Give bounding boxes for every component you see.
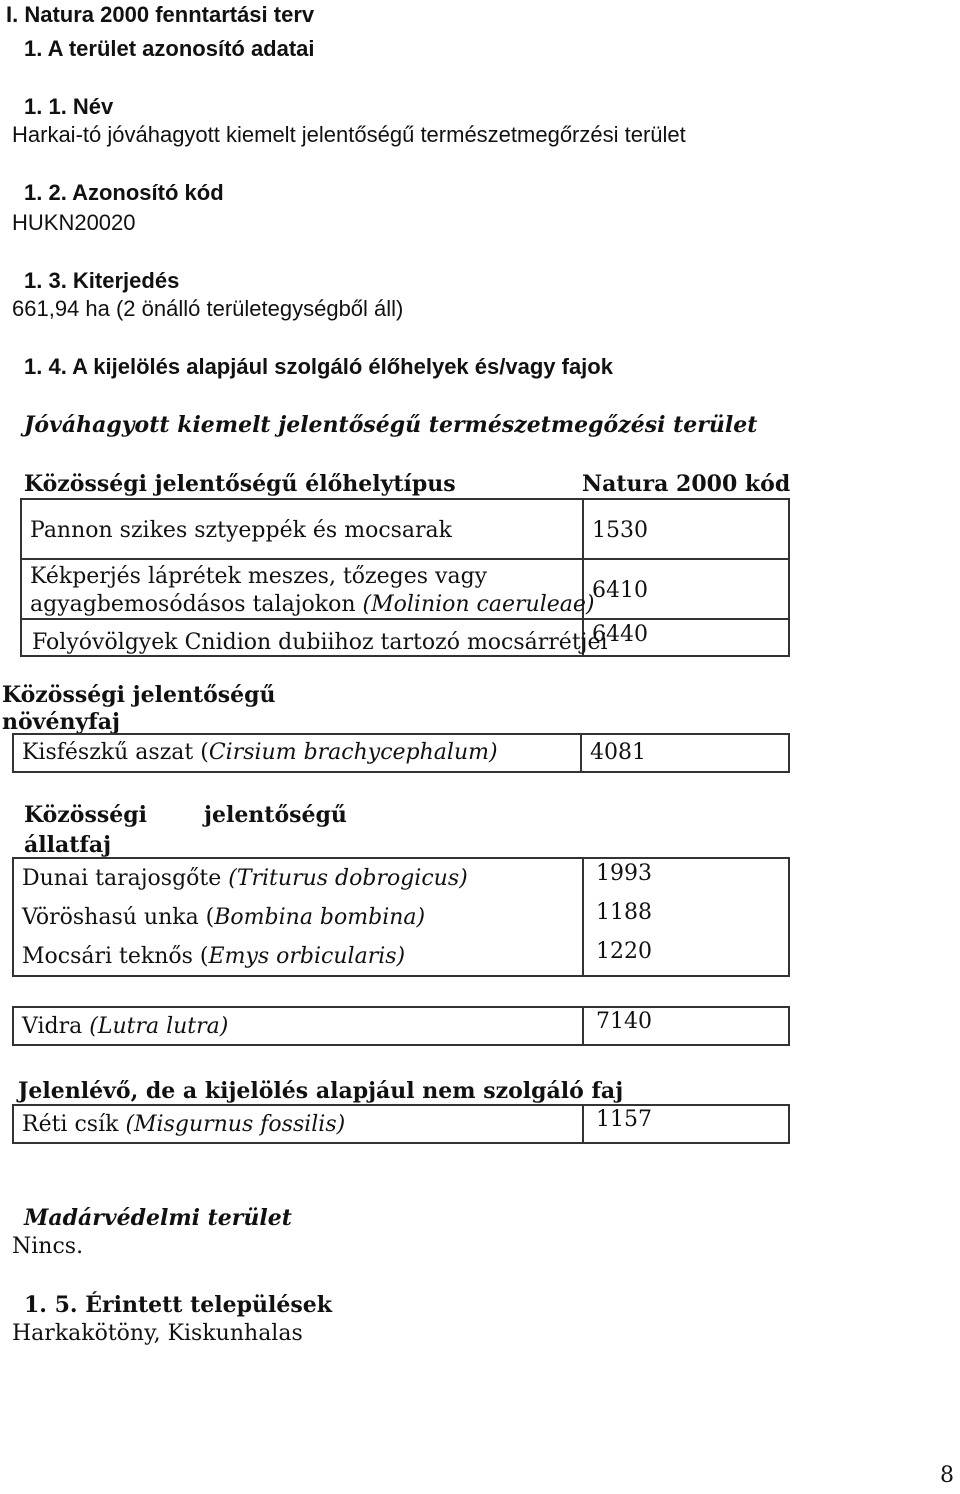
habitat-name: Pannon szikes sztyeppék és mocsarak: [30, 518, 453, 543]
habitat-latin-name: (Molinion caeruleae): [362, 592, 595, 617]
habitat-row-separator: [20, 618, 790, 620]
plant-species-header-line2: növényfaj: [2, 709, 120, 735]
present-species-heading: Jelenlévő, de a kijelölés alapjául nem szolgáló faj: [18, 1078, 624, 1104]
animal-species-code: 1220: [596, 939, 652, 964]
animal-species-header-line2: állatfaj: [24, 832, 112, 858]
plant-species-header: Közösségi jelentőségű: [2, 682, 276, 708]
animal-latin-name: (Triturus dobrogicus): [228, 866, 468, 891]
present-table-divider: [582, 1104, 584, 1144]
animal-species-code: 1993: [596, 861, 652, 886]
present-species-code: 1157: [596, 1107, 652, 1132]
animal-table-divider: [582, 857, 584, 977]
plant-common-name: Kisfészkű aszat (: [22, 740, 209, 765]
present-species-name: [22, 1112, 345, 1137]
animal-common-name: Dunai tarajosgőte: [22, 866, 229, 891]
name-value: Harkai-tó jóváhagyott kiemelt jelentőségű természetmegőrzési terület: [12, 122, 686, 147]
id-code-value: HUKN20020: [12, 210, 136, 235]
section-1-heading: 1. A terület azonosító adatai: [24, 36, 315, 61]
animal-species-header: Közösségi: [24, 802, 147, 828]
present-common-name: Réti csík: [22, 1112, 126, 1137]
page-number: 8: [940, 1463, 954, 1488]
plant-table-divider: [580, 733, 582, 773]
habitat-name: Folyóvölgyek Cnidion dubiihoz tartozó mocsárrétjei: [32, 630, 608, 655]
animal-species-name: [22, 905, 425, 930]
extent-value: 661,94 ha (2 önálló területegységből áll): [12, 296, 404, 321]
plant-latin-name: Cirsium brachycephalum): [208, 740, 498, 765]
plant-species-name: [22, 740, 498, 765]
settlements-value: Harkakötöny, Kiskunhalas: [12, 1321, 303, 1346]
habitat-code: 6410: [592, 578, 648, 603]
animal-latin-name: Bombina bombina): [214, 905, 426, 930]
bird-protection-heading: Madárvédelmi terület: [24, 1205, 292, 1231]
name-heading: 1. 1. Név: [24, 94, 114, 119]
animal-species-name: [22, 866, 468, 891]
animal-species-name: [22, 1014, 228, 1039]
animal-common-name: Vidra: [22, 1014, 90, 1039]
habitat-type-column-header: Közösségi jelentőségű élőhelytípus: [24, 471, 456, 497]
otter-table-divider: [582, 1006, 584, 1046]
approved-site-subtitle: Jóváhagyott kiemelt jelentőségű természetmegőzési terület: [24, 412, 758, 438]
animal-species-header-word2: jelentőségű: [204, 802, 347, 828]
present-latin-name: (Misgurnus fossilis): [125, 1112, 346, 1137]
habitat-name-line1: Kékperjés láprétek meszes, tőzeges vagy: [30, 564, 488, 589]
animal-common-name: Mocsári teknős (: [22, 944, 209, 969]
natura-code-column-header: Natura 2000 kód: [582, 471, 791, 497]
extent-heading: 1. 3. Kiterjedés: [24, 268, 180, 293]
plant-species-code: 4081: [590, 740, 646, 765]
habitat-row-separator: [20, 558, 790, 560]
document-title: I. Natura 2000 fenntartási terv: [6, 2, 315, 27]
animal-species-code: 7140: [596, 1009, 652, 1034]
animal-common-name: Vöröshasú unka (: [22, 905, 215, 930]
animal-species-code: 1188: [596, 900, 652, 925]
animal-latin-name: Emys orbicularis): [208, 944, 406, 969]
habitat-code: 1530: [592, 518, 648, 543]
settlements-heading: 1. 5. Érintett települések: [24, 1292, 332, 1318]
habitat-name-line2: [30, 592, 594, 617]
designation-basis-heading: 1. 4. A kijelölés alapjául szolgáló élőhelyek és/vagy fajok: [24, 354, 613, 379]
animal-latin-name: (Lutra lutra): [89, 1014, 229, 1039]
id-code-heading: 1. 2. Azonosító kód: [24, 180, 224, 205]
habitat-code: 6440: [592, 622, 648, 647]
habitat-name-text: agyagbemosódásos talajokon: [30, 592, 363, 617]
bird-protection-value: Nincs.: [12, 1234, 84, 1259]
animal-species-name: [22, 944, 405, 969]
